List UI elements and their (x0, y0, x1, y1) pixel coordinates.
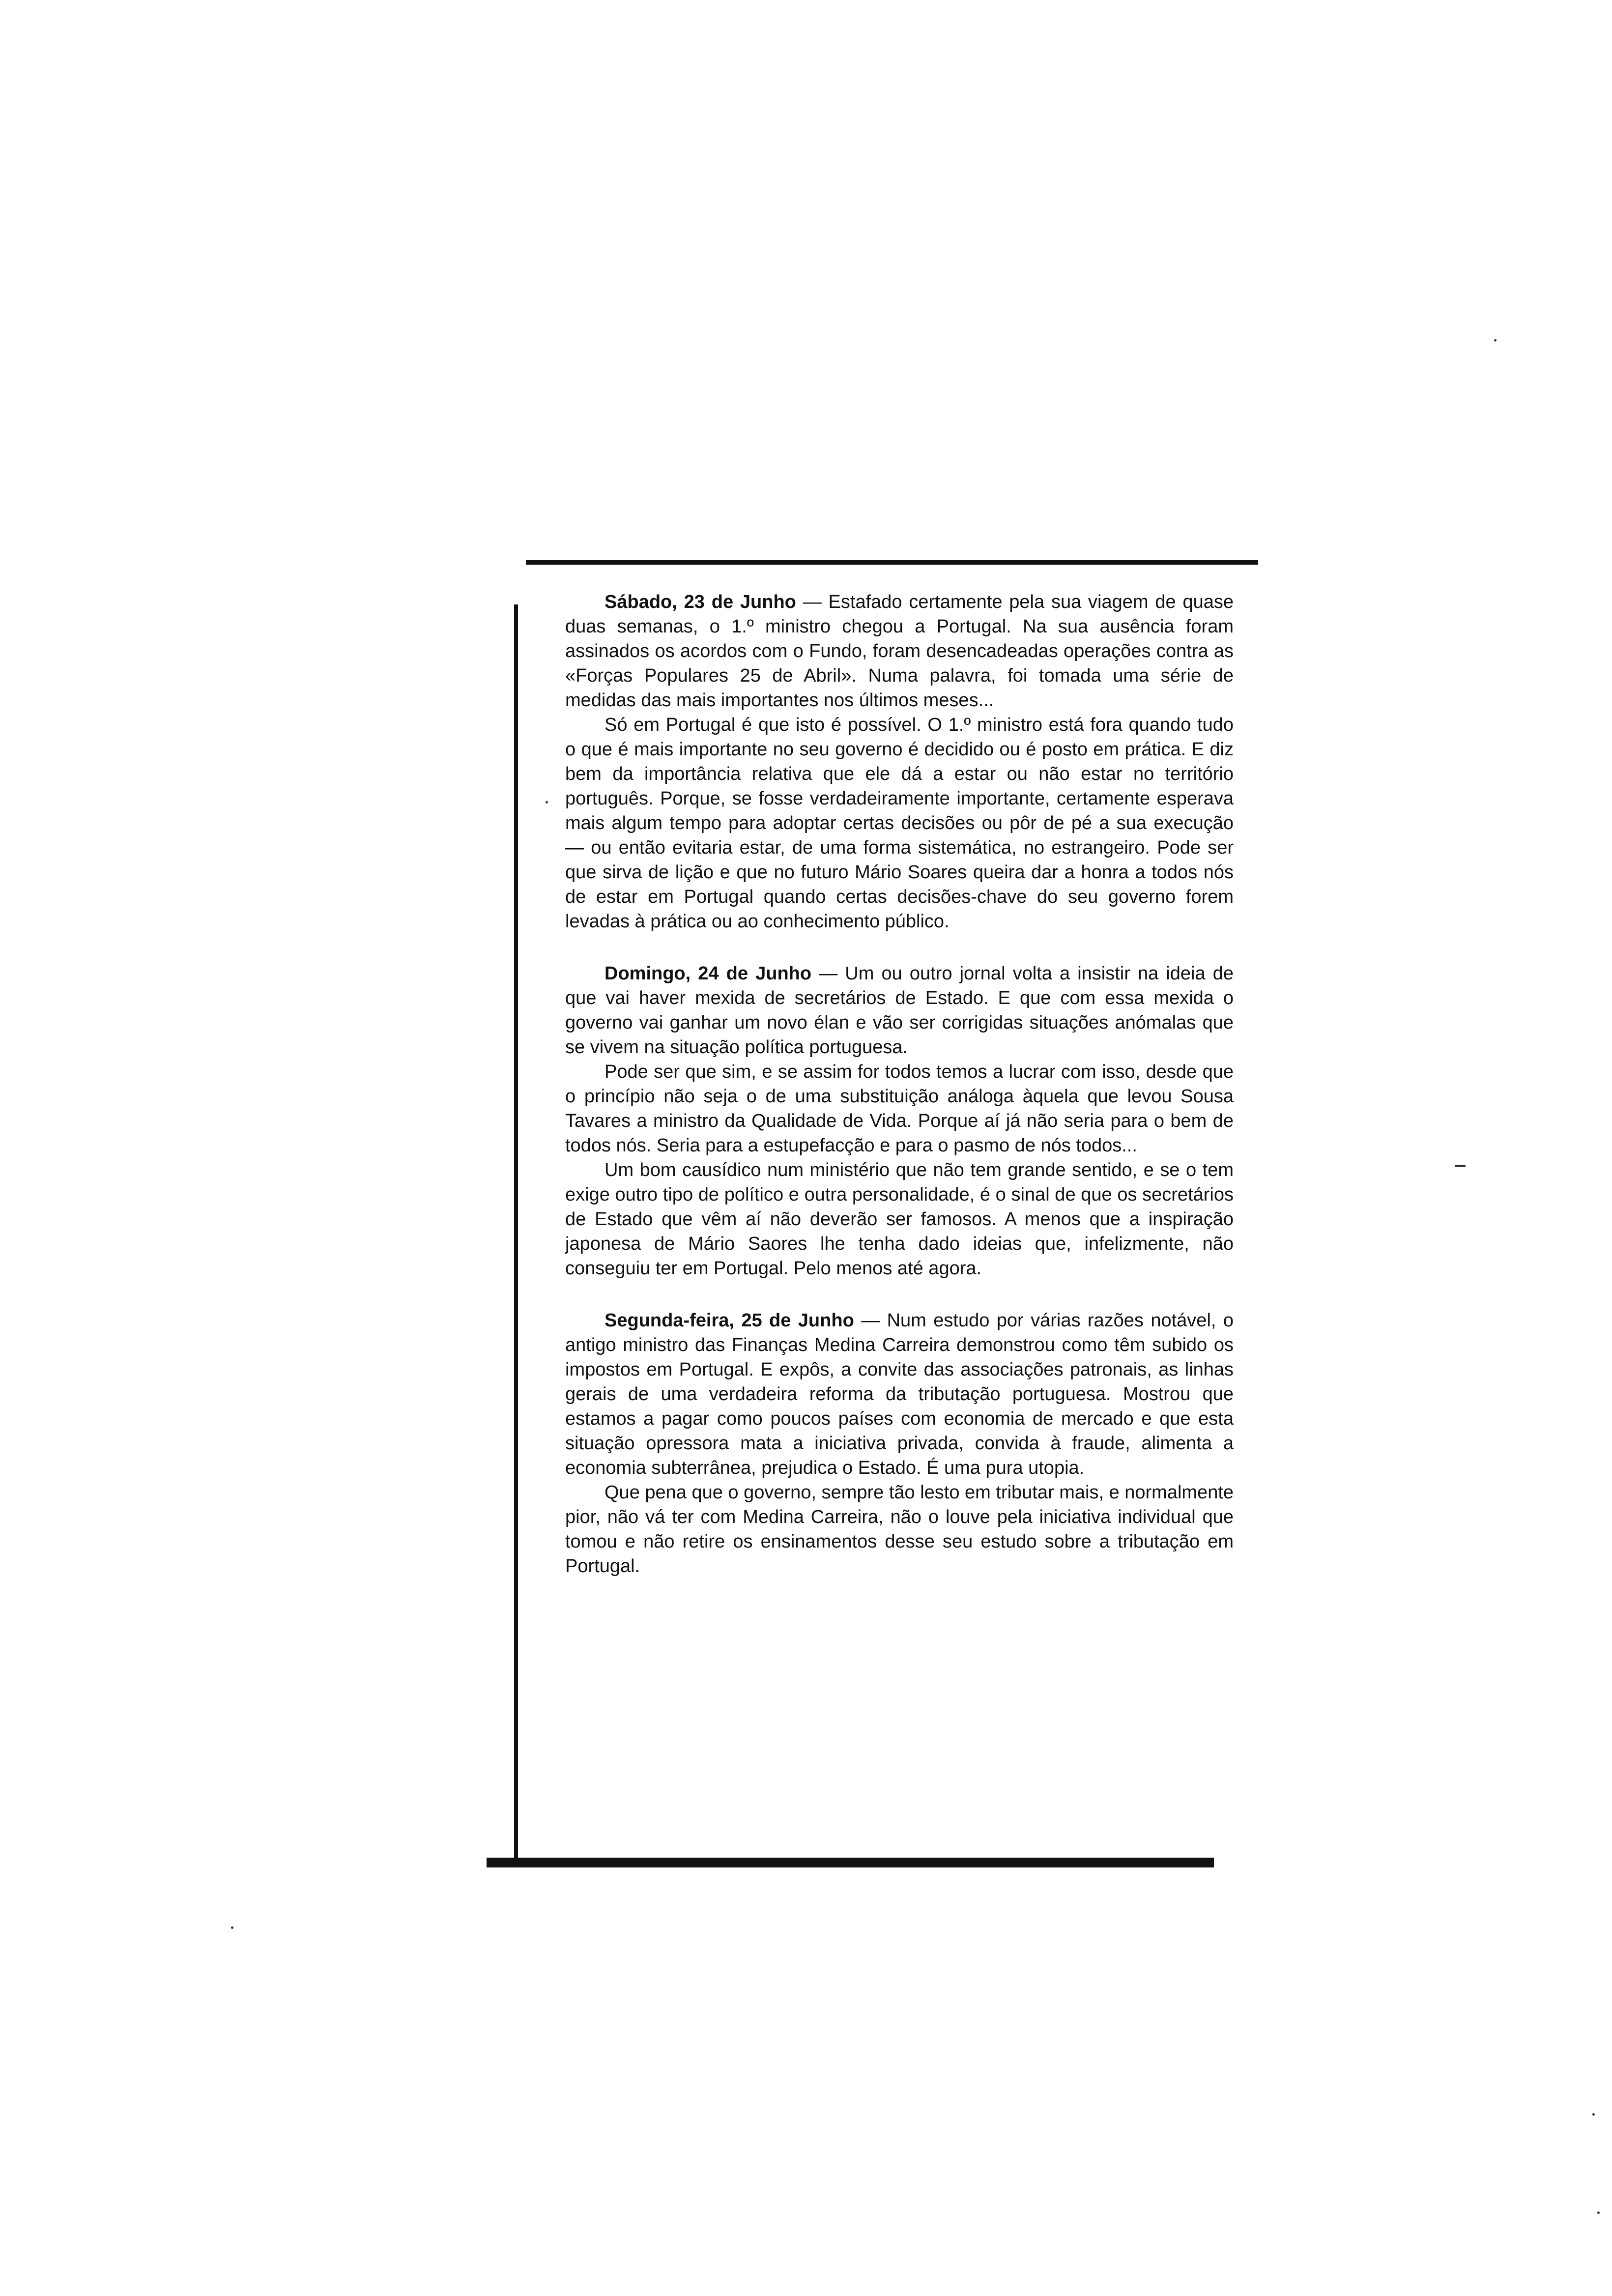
entry-lead-paragraph (565, 1308, 1234, 1480)
entry-sunday (565, 961, 1234, 1281)
entry-heading: Domingo, 24 de Junho (604, 963, 812, 984)
entry-saturday (565, 590, 1234, 934)
bottom-rule (487, 1858, 1214, 1867)
entry-heading: Segunda-feira, 25 de Junho (604, 1310, 854, 1331)
scan-speck (1455, 1165, 1466, 1167)
article-column (565, 590, 1234, 1606)
entry-paragraph: Um bom causídico num ministério que não tem grande sentido, e se o tem exige outro tipo de político e outra personalidade, é o sinal de que os secretários de Estado que vêm aí não deverão ser famosos. A menos que a inspiração japonesa de Mário Saores lhe tenha dado ideias que, infelizmente, não conseguiu ter em Portugal. Pelo menos até agora. (565, 1160, 1234, 1279)
entry-heading: Sábado, 23 de Junho (604, 592, 796, 612)
entry-paragraph: Que pena que o governo, sempre tão lesto em tributar mais, e normalmente pior, não vá ter com Medina Carreira, não o louve pela iniciativa individual que tomou e não retire os ensinamentos desse seu estudo sobre a tributação em Portugal. (565, 1482, 1234, 1577)
entry-lead-paragraph (565, 590, 1234, 713)
entry-paragraph: Pode ser que sim, e se assim for todos temos a lucrar com isso, desde que o princípio não seja o de uma substituição análoga àquela que levou Sousa Tavares a ministro da Qualidade de Vida. Porque aí já não seria para o bem de todos nós. Seria para a estupefacção e para o pasmo de nós todos... (565, 1062, 1234, 1156)
top-rule (526, 560, 1258, 565)
left-column-rule (514, 604, 518, 1858)
entry-lead-text: — Estafado certamente pela sua viagem de quase duas semanas, o 1.º ministro chegou a Portugal. Na sua ausência foram assinados os acordos com o Fundo, foram desencadeadas operações contra as «Forças Populares 25 de Abril». Numa palavra, foi tomada uma série de medidas das mais importantes nos últimos meses... (565, 592, 1234, 711)
scan-speck (1592, 2113, 1595, 2116)
scan-speck (546, 801, 548, 804)
scan-speck (1494, 339, 1497, 342)
entry-paragraph: Só em Portugal é que isto é possível. O 1.º ministro está fora quando tudo o que é mais importante no seu governo é decidido ou é posto em prática. E diz bem da importância relativa que ele dá a estar ou não estar no território português. Porque, se fosse verdadeiramente importante, certamente esperava mais algum tempo para adoptar certas decisões ou pôr de pé a sua execução — ou então evitaria estar, de uma forma sistemática, no estrangeiro. Pode ser que sirva de lição e que no futuro Mário Soares queira dar a honra a todos nós de estar em Portugal quando certas decisões-chave do seu governo forem levadas à prática ou ao conhecimento público. (565, 715, 1234, 932)
entry-lead-paragraph (565, 961, 1234, 1060)
scan-speck (1597, 2211, 1600, 2214)
entry-lead-text: — Um ou outro jornal volta a insistir na ideia de que vai haver mexida de secretários de Estado. E que com essa mexida o governo vai ganhar um novo élan e vão ser corrigidas situações anómalas que se vivem na situação política portuguesa. (565, 963, 1234, 1058)
scan-speck (231, 1926, 233, 1929)
entry-monday (565, 1308, 1234, 1578)
entry-lead-text: — Num estudo por várias razões notável, o antigo ministro das Finanças Medina Carreira demonstrou como têm subido os impostos em Portugal. E expôs, a convite das associações patronais, as linhas gerais de uma verdadeira reforma da tributação portuguesa. Mostrou que estamos a pagar como poucos países com economia de mercado e que esta situação opressora mata a iniciativa privada, convida à fraude, alimenta a economia subterrânea, prejudica o Estado. É uma pura utopia. (565, 1310, 1234, 1478)
